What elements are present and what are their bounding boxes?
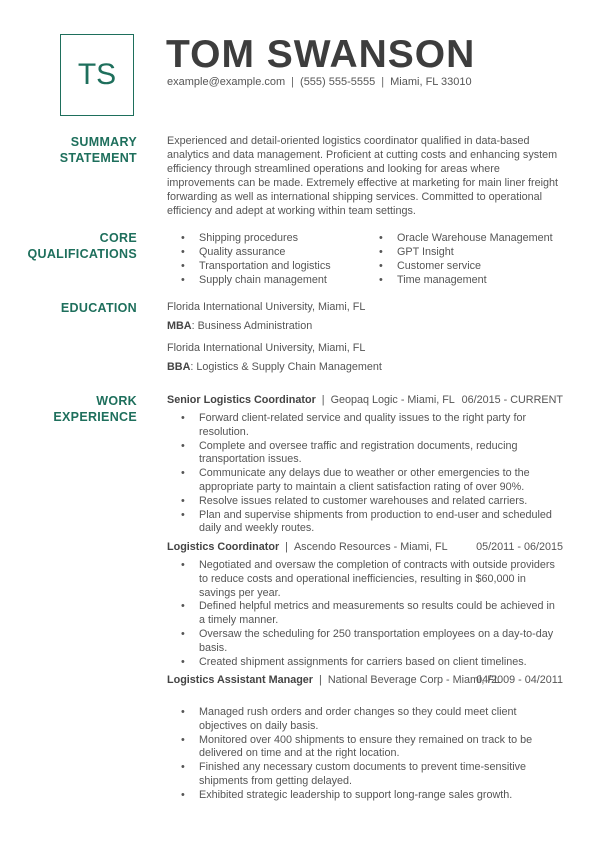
list-item: • Negotiated and oversaw the completion of contracts with outside providers to reduce costs and operational inefficiencies, resulting in $60,000 in savings per year. [167, 559, 563, 600]
qualifications-list-right [365, 231, 553, 287]
section-title-line: SUMMARY [70, 135, 137, 149]
section-title-education: EDUCATION [60, 301, 137, 315]
degree-abbrev: MBA [167, 320, 192, 332]
section-title-summary [60, 134, 137, 166]
phone: (555) 555-5555 [300, 76, 376, 88]
job-bullets [167, 412, 563, 536]
job-title: Logistics Assistant Manager [167, 674, 313, 686]
list-item: • Customer service [365, 259, 553, 273]
degree-field: : Business Administration [191, 320, 313, 332]
job-title: Senior Logistics Coordinator [167, 394, 316, 406]
job-bullets [167, 706, 563, 803]
education-degree [167, 320, 312, 332]
job-company: Ascendo Resources - Miami, FL [293, 541, 448, 553]
degree-abbrev: BBA [167, 361, 191, 373]
section-title-line: QUALIFICATIONS [27, 247, 137, 261]
email: example@example.com [167, 76, 286, 88]
list-item: • Transportation and logistics [167, 259, 331, 273]
separator: | [321, 394, 325, 406]
contact-line [167, 76, 472, 88]
summary-text: Experienced and detail-oriented logistics coordinator qualified in data-based analytics and data management. Proficient at cutting costs and enhancing system efficiency through streamlined operations and looking for areas where improvements can be made. Extremely effective at marketing for main liner freight forwarding as well as international shipping services. Committed to operational efficiency and adept at working within team settings. [167, 135, 559, 217]
job-header [167, 540, 563, 554]
section-title-experience [53, 393, 137, 425]
location: Miami, FL 33010 [390, 76, 472, 88]
list-item: • Communicate any delays due to weather or other emergencies to the appropriate party to maintain a client satisfaction rating of over 90%. [167, 467, 563, 495]
section-title-line: STATEMENT [59, 151, 137, 165]
qualifications-list-left [167, 231, 331, 287]
list-item: • Resolve issues related to customer warehouses and related carriers. [167, 495, 563, 509]
section-title-line: EXPERIENCE [53, 410, 137, 424]
job-header [167, 393, 563, 407]
section-title-line: CORE [99, 231, 137, 245]
education-degree [167, 361, 382, 373]
list-item: • Quality assurance [167, 245, 331, 259]
list-item: • Supply chain management [167, 273, 331, 287]
separator: | [285, 541, 288, 553]
degree-field: : Logistics & Supply Chain Management [190, 361, 382, 373]
list-item: • Managed rush orders and order changes so they could meet client objectives on daily basis. [167, 706, 563, 734]
job-company: Geopaq Logic - Miami, FL [330, 394, 455, 406]
separator: | [381, 76, 385, 88]
separator: | [319, 674, 322, 686]
job-dates: 04/2009 - 04/2011 [476, 674, 563, 686]
candidate-name: TOM SWANSON [166, 33, 476, 76]
job-title: Logistics Coordinator [167, 541, 280, 553]
job-header [167, 673, 563, 687]
education-school: Florida International University, Miami, FL [167, 342, 366, 354]
job-bullets [167, 559, 563, 669]
section-title-line: WORK [96, 394, 137, 408]
list-item: • Complete and oversee traffic and registration documents, reducing transportation issues. [167, 440, 563, 468]
section-title-qualifications [27, 230, 137, 262]
list-item: • Finished any necessary custom documents to prevent time-sensitive shipments from getting delayed. [167, 761, 563, 789]
list-item: • Forward client-related service and quality issues to the right party for resolution. [167, 412, 563, 440]
job-dates: 06/2015 - CURRENT [461, 394, 563, 406]
list-item: • Shipping procedures [167, 231, 331, 245]
list-item: • Exhibited strategic leadership to support long-range sales growth. [167, 789, 563, 803]
list-item: • Monitored over 400 shipments to ensure they remained on track to be delivered on time and at the right location. [167, 734, 563, 762]
list-item: • Created shipment assignments for carriers based on client timelines. [167, 656, 563, 670]
list-item: • Oversaw the scheduling for 250 transportation employees on a day-to-day basis. [167, 628, 563, 656]
monogram-logo: TS [60, 34, 134, 116]
education-school: Florida International University, Miami, FL [167, 301, 366, 313]
list-item: • Time management [365, 273, 553, 287]
list-item: • Plan and supervise shipments from production to end-user and scheduled daily and weekly routes. [167, 509, 563, 537]
list-item: • Oracle Warehouse Management [365, 231, 553, 245]
job-dates: 05/2011 - 06/2015 [476, 541, 563, 553]
list-item: • Defined helpful metrics and measurements so results could be achieved in a timely manner. [167, 600, 563, 628]
job-company: National Beverage Corp - Miami, FL [327, 674, 501, 686]
list-item: • GPT Insight [365, 245, 553, 259]
separator: | [291, 76, 295, 88]
